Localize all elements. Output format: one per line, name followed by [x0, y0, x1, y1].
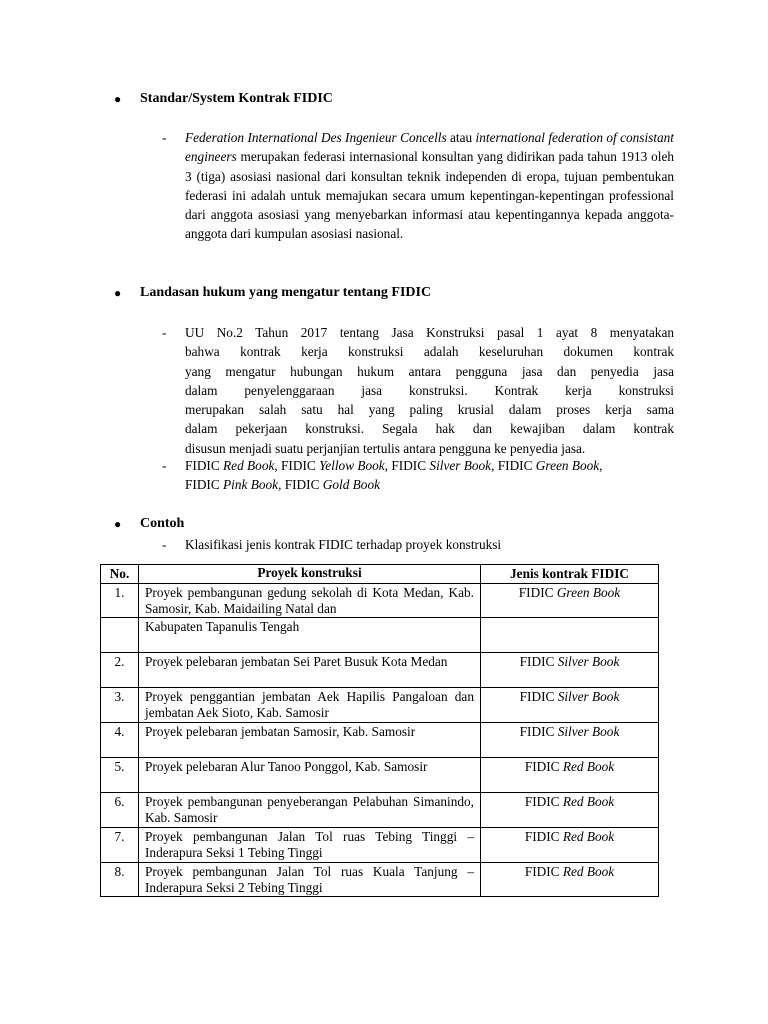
- fidic-books-item: [162, 456, 674, 495]
- header-proyek: Proyek konstruksi: [139, 565, 481, 584]
- fidic-classification-table: [100, 564, 659, 897]
- cell-proyek: Proyek pelebaran Alur Tanoo Ponggol, Kab. Samosir: [139, 758, 481, 793]
- cell-proyek: Proyek pembangunan Jalan Tol ruas Tebing Tinggi – Inderapura Seksi 1 Tebing Tinggi: [139, 828, 481, 863]
- text-line: bahwa kontrak kerja konstruksi adalah keseluruhan dokumen kontrak: [185, 344, 674, 360]
- header-jenis: Jenis kontrak FIDIC: [481, 565, 659, 584]
- book-prefix: FIDIC: [185, 458, 224, 473]
- cell-jenis: [481, 793, 659, 828]
- conjunction-text: atau: [446, 130, 476, 145]
- section-title: Standar/System Kontrak FIDIC: [140, 91, 333, 106]
- cell-jenis: [481, 584, 659, 618]
- header-no: No.: [101, 565, 139, 584]
- uu-jasa-konstruksi-text: [185, 323, 674, 458]
- book-prefix: FIDIC: [281, 458, 320, 473]
- text-line: disusun menjadi suatu perjanjian tertulis antara pengguna ke penyedia jasa.: [185, 440, 586, 456]
- cell-no: [101, 618, 139, 653]
- fidic-label: FIDIC: [524, 794, 563, 809]
- cell-proyek: Proyek pelebaran jembatan Sei Paret Busuk Kota Medan: [139, 653, 481, 688]
- fidic-definition-text: [185, 128, 674, 244]
- book-name: Silver Book: [557, 654, 620, 669]
- text-line: yang mengatur hubungan hukum antara pengguna jasa dan penyedia jasa: [185, 363, 674, 379]
- table-row: [101, 828, 659, 863]
- bullet-icon: ●: [114, 92, 122, 106]
- text-line: dalam pekerjaan konstruksi. Segala hak dan kewajiban dalam kontrak: [185, 421, 674, 437]
- book-name: Gold Book: [322, 477, 381, 493]
- cell-proyek: Proyek pelebaran jembatan Samosir, Kab. Samosir: [139, 723, 481, 758]
- section-heading-landasan: [114, 284, 431, 302]
- fidic-label: FIDIC: [524, 864, 563, 879]
- fidic-label: FIDIC: [518, 585, 557, 600]
- italic-term: international federation of consistant engineers: [185, 130, 674, 165]
- book-name: Yellow Book: [319, 458, 385, 473]
- book-name: Green Book: [535, 458, 600, 473]
- cell-jenis: [481, 723, 659, 758]
- dash-marker: -: [162, 458, 167, 473]
- cell-no: 4.: [101, 723, 139, 758]
- table-row: [101, 793, 659, 828]
- section-heading-contoh: [114, 515, 184, 533]
- cell-no: 8.: [101, 863, 139, 897]
- book-name: Silver Book: [557, 689, 620, 704]
- text-line: UU No.2 Tahun 2017 tentang Jasa Konstruksi pasal 1 ayat 8 menyatakan: [185, 325, 674, 340]
- separator: ,: [384, 458, 392, 473]
- bullet-icon: ●: [114, 517, 122, 531]
- bullet-icon: ●: [114, 286, 122, 300]
- table-row: [101, 584, 659, 618]
- book-name: Silver Book: [429, 458, 492, 473]
- fidic-label: FIDIC: [524, 829, 563, 844]
- separator: ,: [274, 458, 282, 473]
- table-row: [101, 653, 659, 688]
- table-row: [101, 723, 659, 758]
- cell-proyek: Kabupaten Tapanulis Tengah: [139, 618, 481, 653]
- text-line: dalam penyelenggaraan jasa konstruksi. Kontrak kerja konstruksi: [185, 382, 674, 398]
- fidic-definition-item: [162, 128, 674, 244]
- book-name: Red Book: [562, 759, 615, 774]
- book-name: Red Book: [223, 458, 275, 473]
- separator: ,: [491, 458, 498, 473]
- cell-no: 6.: [101, 793, 139, 828]
- book-prefix: FIDIC: [391, 458, 430, 473]
- dash-marker: -: [162, 537, 167, 552]
- klasifikasi-item: [162, 535, 674, 554]
- klasifikasi-text: Klasifikasi jenis kontrak FIDIC terhadap proyek konstruksi: [185, 537, 502, 552]
- cell-jenis: [481, 653, 659, 688]
- cell-no: 2.: [101, 653, 139, 688]
- separator: ,: [599, 458, 603, 473]
- fidic-label: FIDIC: [519, 724, 558, 739]
- table-header-row: [101, 565, 659, 584]
- book-prefix: FIDIC: [497, 458, 536, 473]
- cell-no: 5.: [101, 758, 139, 793]
- book-name: Pink Book: [223, 477, 279, 493]
- cell-proyek: Proyek pembangunan penyeberangan Pelabuhan Simanindo, Kab. Samosir: [139, 793, 481, 828]
- table-row: [101, 618, 659, 653]
- book-name: Red Book: [562, 794, 615, 809]
- table-row: [101, 688, 659, 723]
- section-heading-standar: [114, 90, 333, 108]
- cell-no: 7.: [101, 828, 139, 863]
- book-name: Green Book: [556, 585, 621, 600]
- cell-no: 1.: [101, 584, 139, 618]
- table-row: [101, 863, 659, 897]
- book-name: Red Book: [562, 829, 615, 844]
- separator: ,: [278, 477, 285, 493]
- section-title: Landasan hukum yang mengatur tentang FIDIC: [140, 285, 432, 300]
- cell-jenis: [481, 618, 659, 653]
- text-line: merupakan salah satu hal yang paling krusial dalam proses kerja sama: [185, 402, 674, 418]
- book-name: Red Book: [562, 864, 615, 879]
- book-prefix: FIDIC: [185, 477, 224, 493]
- fidic-label: FIDIC: [519, 689, 558, 704]
- dash-marker: -: [162, 325, 167, 340]
- cell-proyek: Proyek pembangunan Jalan Tol ruas Kuala Tanjung – Inderapura Seksi 2 Tebing Tinggi: [139, 863, 481, 897]
- cell-jenis: [481, 688, 659, 723]
- cell-no: 3.: [101, 688, 139, 723]
- book-name: Silver Book: [557, 724, 620, 739]
- cell-jenis: [481, 758, 659, 793]
- section-title: Contoh: [140, 516, 185, 531]
- fidic-books-text: [185, 456, 674, 495]
- cell-proyek: Proyek pembangunan gedung sekolah di Kota Medan, Kab. Samosir, Kab. Maidailing Natal dan: [139, 584, 481, 618]
- book-prefix: FIDIC: [284, 477, 323, 493]
- italic-term: Federation International Des Ingenieur Concells: [185, 130, 447, 145]
- table-row: [101, 758, 659, 793]
- cell-jenis: [481, 863, 659, 897]
- cell-proyek: Proyek penggantian jembatan Aek Hapilis Pangaloan dan jembatan Aek Sioto, Kab. Samosir: [139, 688, 481, 723]
- definition-body: merupakan federasi internasional konsultan yang didirikan pada tahun 1913 oleh 3 (tiga) asosiasi nasional dari konsultan teknik independen di eropa, tujuan pembentukan federasi ini adalah untuk memajukan secara umum kepentingan-kepentingan professional dari anggota asosiasi yang menyebarkan informasi atau kepentingannya kepada anggota-anggota dari kumpulan asosiasi nasional.: [185, 149, 674, 242]
- fidic-label: FIDIC: [519, 654, 558, 669]
- uu-jasa-konstruksi-item: [162, 323, 674, 458]
- fidic-label: FIDIC: [524, 759, 563, 774]
- cell-jenis: [481, 828, 659, 863]
- dash-marker: -: [162, 130, 167, 145]
